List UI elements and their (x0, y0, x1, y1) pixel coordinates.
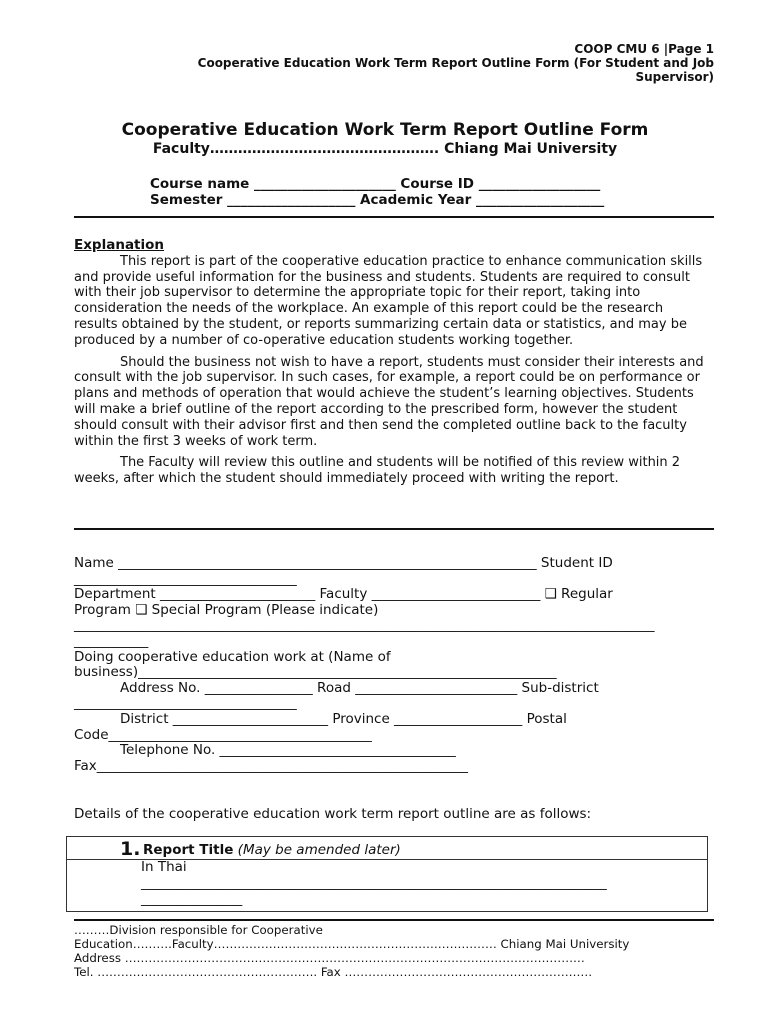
footer-address: Address ……………………………………………………………………………………………………… (74, 951, 585, 965)
footer-tel-fax: Tel. ……………………………………………….. Fax ……………………………………………………… (74, 965, 593, 979)
report-title-box (66, 836, 708, 912)
explanation-paragraph-2: Should the business not wish to have a report, students must consider their interests and consult with the job supervisor. In such cases, for example, a report could be on performance or plans and methods of operation that would achieve the student’s learning objectives. Students will make a brief outline of the report according to the prescribed form, however the student should consult with their advisor first and then send the completed outline back to the faculty within the first 3 weeks of work term. (74, 354, 704, 449)
page-reference: COOP CMU 6 |Page 1 (574, 42, 714, 56)
thai-title-field (141, 859, 701, 907)
divider-middle (74, 528, 714, 530)
semester-year-line: Semester ___________________ Academic Year ___________________ (150, 192, 605, 208)
header-subtitle-line1: Cooperative Education Work Term Report Outline Form (For Student and Job (197, 56, 714, 70)
footer-division: ………Division responsible for Cooperative (74, 923, 323, 937)
page-footer (74, 923, 714, 979)
header-subtitle-line2: Supervisor) (635, 70, 714, 84)
report-title-label: Report Title (143, 842, 234, 858)
footer-faculty: Education……….Faculty……………………………………………………………… Chiang Mai University (74, 937, 630, 951)
divider-top (74, 216, 714, 218)
faculty-line: Faculty…………………………………………. Chiang Mai University (152, 141, 618, 157)
address-road-field[interactable]: Address No. ________________ Road ________________________ Sub-district (120, 679, 599, 696)
explanation-paragraph-3: The Faculty will review this outline and students will be notified of this review within 2 weeks, after which the student should immediately proceed with writing the report. (74, 455, 681, 487)
special-program-blank[interactable]: ______________________________________________________________________________________ (74, 617, 655, 634)
thai-title-line2[interactable]: _______________ (141, 891, 243, 907)
thai-title-line1[interactable]: _____________________________________________________________________ (141, 875, 607, 891)
course-fields (150, 176, 604, 208)
postal-code-field[interactable]: Code_______________________________________ (74, 726, 372, 743)
page-header (198, 42, 714, 84)
details-intro: Details of the cooperative education work term report outline are as follows: (74, 806, 592, 822)
name-student-id-field[interactable]: Name ______________________________________________________________ Student ID (74, 555, 613, 571)
report-title-heading (143, 842, 401, 858)
explanation-section (74, 238, 710, 493)
course-name-id-line: Course name _____________________ Course ID __________________ (150, 176, 601, 192)
business-name-field[interactable]: business)______________________________________________________________ (74, 664, 557, 681)
student-id-blank[interactable]: _________________________________ (74, 570, 297, 587)
form-title: Cooperative Education Work Term Report Outline Form (121, 120, 649, 140)
explanation-heading: Explanation (74, 237, 165, 253)
divider-footer (74, 919, 714, 921)
section-number: 1. (120, 838, 141, 860)
special-program-blank-cont[interactable]: ___________ (74, 632, 149, 649)
explanation-paragraph-1: This report is part of the cooperative education practice to enhance communication skills and provide useful information for the business and students. Students are required to consult with their job supervisor to determine the appropriate topic for their report, taking into consideration the needs of the workplace. An example of this report could be the research results obtained by the student, or reports summarizing certain data or statistics, and may be produced by a number of co-operative education students working together. (74, 253, 703, 348)
department-faculty-field[interactable]: Department _______________________ Faculty _________________________ ❑ Regular (74, 586, 613, 603)
workplace-label: Doing cooperative education work at (Name of (74, 648, 391, 665)
telephone-field[interactable]: Telephone No. ___________________________________ (120, 742, 456, 759)
thai-title-label: In Thai (141, 859, 187, 875)
sub-district-blank[interactable]: _________________________________ (74, 695, 297, 712)
program-type-field[interactable]: Program ❑ Special Program (Please indicate) (74, 601, 379, 618)
district-province-field[interactable]: District _______________________ Province ___________________ Postal (120, 710, 567, 727)
report-title-note: (May be amended later) (237, 842, 401, 858)
fax-field[interactable]: Fax_______________________________________________________ (74, 757, 469, 774)
student-info-form (74, 556, 716, 774)
